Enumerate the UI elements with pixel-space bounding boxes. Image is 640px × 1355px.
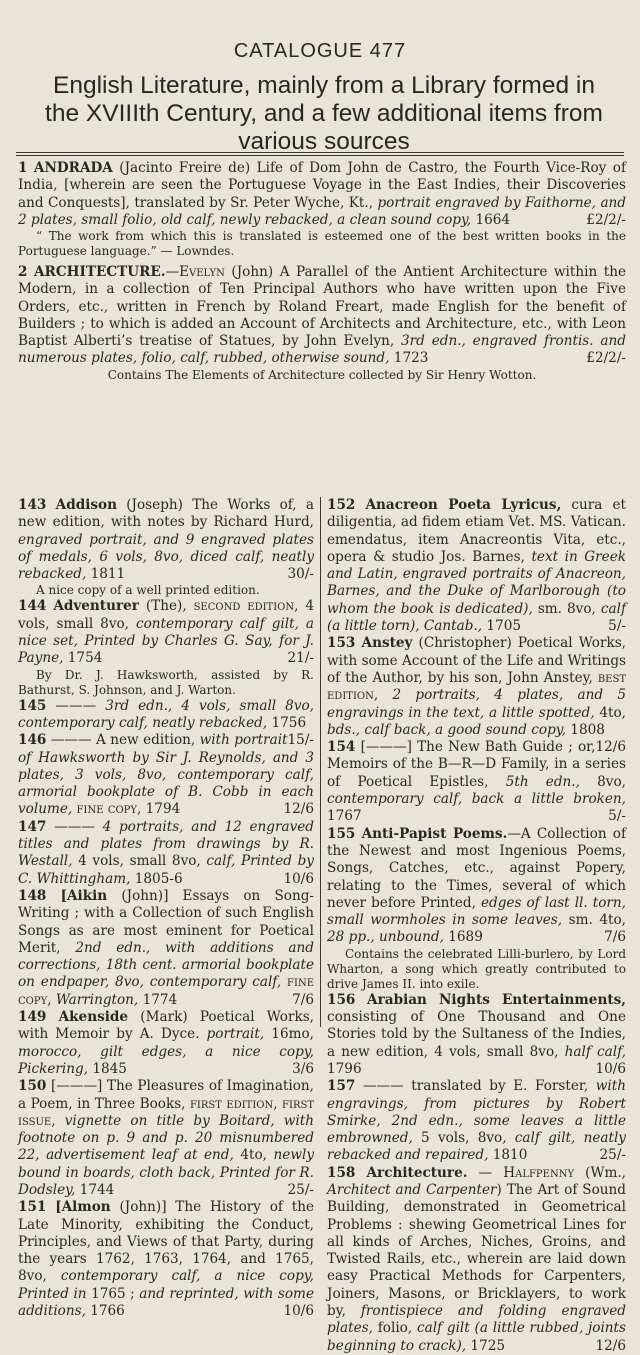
entry-text: 143 Addison (Joseph) The Works of, a new edition, with notes by Richard Hurd, engraved portrait, and 9 engraved plates of medals, 6 vols, 8vo, diced calf, neatly rebacked, 1811 30/- xyxy=(18,497,314,583)
entry-price: 12/6 xyxy=(595,739,626,756)
entry-price: 25/- xyxy=(599,1147,626,1164)
entry-text: 158 Architecture. — Halfpenny (Wm., Architect and Carpenter) The Art of Sound Building, demonstrated in Geometrical Problems : shewing Geometrical Lines for all kinds of Arches, Niches, Groins, and Twisted Rails, etc., wherein are laid down easy Practical Methods for Carpenters, Joiners, Masons, or Bricklayers, to work by, frontispiece and folding engraved plates, folio, calf gilt (a little rubbed, joints beginning to crack), 1725 12/6 xyxy=(327,1164,627,1354)
entry-price: 5/- xyxy=(608,618,626,635)
entry-price: £2/2/- xyxy=(586,350,626,367)
entry-price: 25/- xyxy=(287,1181,314,1198)
entry-text: 2 ARCHITECTURE.—Evelyn (John) A Parallel of the Antient Architecture within the Modern, in a collection of Ten Principal Authors who have written upon the Five Orders, etc., written in French by Roland Freart, made English for the benefit of Builders ; to which is added an Account of Architects and Architecture, etc., with Leon Baptist Alberti’s treatise of Statues, by John Evelyn, 3rd edn., engraved frontis. and numerous plates, folio, calf, rubbed, otherwise sound, 1723 £2/2/- xyxy=(18,264,626,367)
entry-text: 147 ——— 4 portraits, and 12 engraved titles and plates from drawings by R. Westall, 4 vols, small 8vo, calf, Printed by C. Whittingham, 1805-6 10/6 xyxy=(18,818,315,887)
entry-number: 1 xyxy=(18,160,28,176)
entry-text: 155 Anti-Papist Poems.—A Collection of the Newest and most Ingenious Poems, Songs, Catches, etc., against Popery, relating to the Times, several of which never before Printed, edges of last ll. torn, small wormholes in some leaves, sm. 4to, 28 pp., unbound, 1689 7/6 xyxy=(327,825,626,946)
section-title xyxy=(18,72,630,156)
entry-price: £2/2/- xyxy=(586,211,626,228)
catalogue-entry xyxy=(18,264,626,383)
entry-note: Contains The Elements of Architecture collected by Sir Henry Wotton. xyxy=(107,367,537,382)
entry-note: Contains the celebrated Lilli-burlero, by Lord Wharton, a song which greatly contributed to drive James II. into exile. xyxy=(327,946,626,991)
entry-text: 145 ——— 3rd edn., 4 vols, small 8vo, contemporary calf, neatly rebacked, 1756 15/- xyxy=(18,697,314,749)
entry-price: 30/- xyxy=(287,566,314,583)
entry-heading: ARCHITECTURE. xyxy=(33,264,166,280)
entry-text: 149 Akenside (Mark) Poetical Works, with Memoir by A. Dyce. portrait, 16mo, morocco, gilt edges, a nice copy, Pickering, 1845 3/6 xyxy=(18,1009,314,1077)
entry-text: 148 [Aikin (John)] Essays on Song-Writing ; with a Collection of such English Songs as are most eminent for Poetical Merit, 2nd edn., with additions and corrections, 18th cent. armorial bookplate on endpaper, 8vo, contemporary calf, fine copy, Warrington, 1774 7/6 xyxy=(18,887,314,1008)
running-head: CATALOGUE 477 xyxy=(233,40,407,62)
entry-note: A nice copy of a well printed edition. xyxy=(36,583,260,598)
entry-text: 152 Anacreon Poeta Lyricus, cura et diligentia, ad fidem etiam Vet. MS. Vatican. emendatus, item Anacreontis Vita, etc., opera & studio Jos. Barnes, text in Greek and Latin, engraved portraits of Anacreon, Barnes, and the Duke of Marlborough (to whom the book is dedicated), sm. 8vo, calf (a little torn), Cantab., 1705 5/- xyxy=(327,497,626,635)
entry-price: 3/6 xyxy=(292,1060,314,1077)
entry-note: By Dr. J. Hawksworth, assisted by R. Bathurst, S. Johnson, and J. Warton. xyxy=(18,667,314,697)
entry-price: 10/6 xyxy=(283,1303,314,1320)
title-line: the XVIIIth Century, and a few additional items from xyxy=(45,100,603,127)
left-column xyxy=(18,497,314,1320)
double-rule-top xyxy=(16,152,624,153)
title-line: various sources xyxy=(238,128,410,155)
entry-text: 151 [Almon (John)] The History of the Late Minority, exhibiting the Conduct, Principles, and Views of that Party, during the years 1762, 1763, 1764, and 1765, 8vo, contemporary calf, a nice copy, Printed in 1765 ; and reprinted, with some additions, 1766 10/6 xyxy=(18,1199,314,1320)
entry-text: 1 ANDRADA (Jacinto Freire de) Life of Dom John de Castro, the Fourth Vice-Roy of India, [wherein are seen the Portuguese Voyage in the East Indies, their Discoveries and Conquests], translated by Sr. Peter Wyche, Kt., portrait engraved by Faithorne, and 2 plates, small folio, old calf, newly rebacked, a clean sound copy, 1664 £2/2/- xyxy=(18,160,627,228)
entry-price: 15/- xyxy=(287,732,314,749)
entry-text: 153 Anstey (Christopher) Poetical Works, with some Account of the Life and Writings of the Author, by his son, John Anstey, best edition, 2 portraits, 4 plates, and 5 engravings in the text, a little spotted, 4to, bds., calf back, a good sound copy, 1808 12/6 xyxy=(327,635,626,756)
right-column xyxy=(327,497,626,1355)
entry-price: 7/6 xyxy=(604,929,626,946)
title-line: English Literature, mainly from a Library formed in xyxy=(53,72,595,99)
entry-price: 7/6 xyxy=(292,991,314,1008)
entry-price: 21/- xyxy=(287,650,314,667)
column-divider xyxy=(320,497,321,1027)
entry-price: 5/- xyxy=(608,808,626,825)
entry-price: 12/6 xyxy=(283,801,314,818)
entry-note: “ The work from which this is translated is esteemed one of the best written books in the Portuguese language.” — Lowndes. xyxy=(18,229,626,259)
entry-text: 157 ——— translated by E. Forster, with engravings, from pictures by Robert Smirke, 2nd edn., some leaves a little embrowned, 5 vols, 8vo, calf gilt, neatly rebacked and repaired, 1810 25/- xyxy=(327,1078,626,1164)
entry-text: 154 [———] The New Bath Guide ; or, Memoirs of the B—R—D Family, in a series of Poetical Epistles, 5th edn., 8vo, contemporary calf, back a little broken, 1767 5/- xyxy=(327,739,626,825)
entry-price: 10/6 xyxy=(595,1060,626,1077)
catalogue-entry xyxy=(18,160,626,259)
entry-text: 150 [———] The Pleasures of Imagination, a Poem, in Three Books, first edition, first issue, vignette on title by Boitard, with footnote on p. 9 and p. 20 misnumbered 22, advertisement leaf at end, 4to, newly bound in boards, cloth back, Printed for R. Dodsley, 1744 25/- xyxy=(18,1078,314,1198)
entry-price: 12/6 xyxy=(595,1337,626,1354)
double-rule-bottom xyxy=(16,155,624,156)
entry-heading: ANDRADA xyxy=(33,160,113,176)
entry-price: 10/6 xyxy=(283,870,314,887)
entry-text: 156 Arabian Nights Entertainments, consisting of One Thousand and One Stories told by the Sultaness of the Indies, a new edition, 4 vols, small 8vo, half calf, 1796 10/6 xyxy=(327,991,626,1077)
entry-text: 146 ——— A new edition, with portrait of Hawksworth by Sir J. Reynolds, and 3 plates, 3 vols, 8vo, contemporary calf, armorial bookplate of B. Cobb in each volume, fine copy, 1794 12/6 xyxy=(18,732,314,818)
entry-text: 144 Adventurer (The), second edition, 4 vols, small 8vo, contemporary calf gilt, a nice set, Printed by Charles G. Say, for J. Payne, 1754 21/- xyxy=(18,598,314,667)
entry-number: 2 xyxy=(18,264,28,280)
